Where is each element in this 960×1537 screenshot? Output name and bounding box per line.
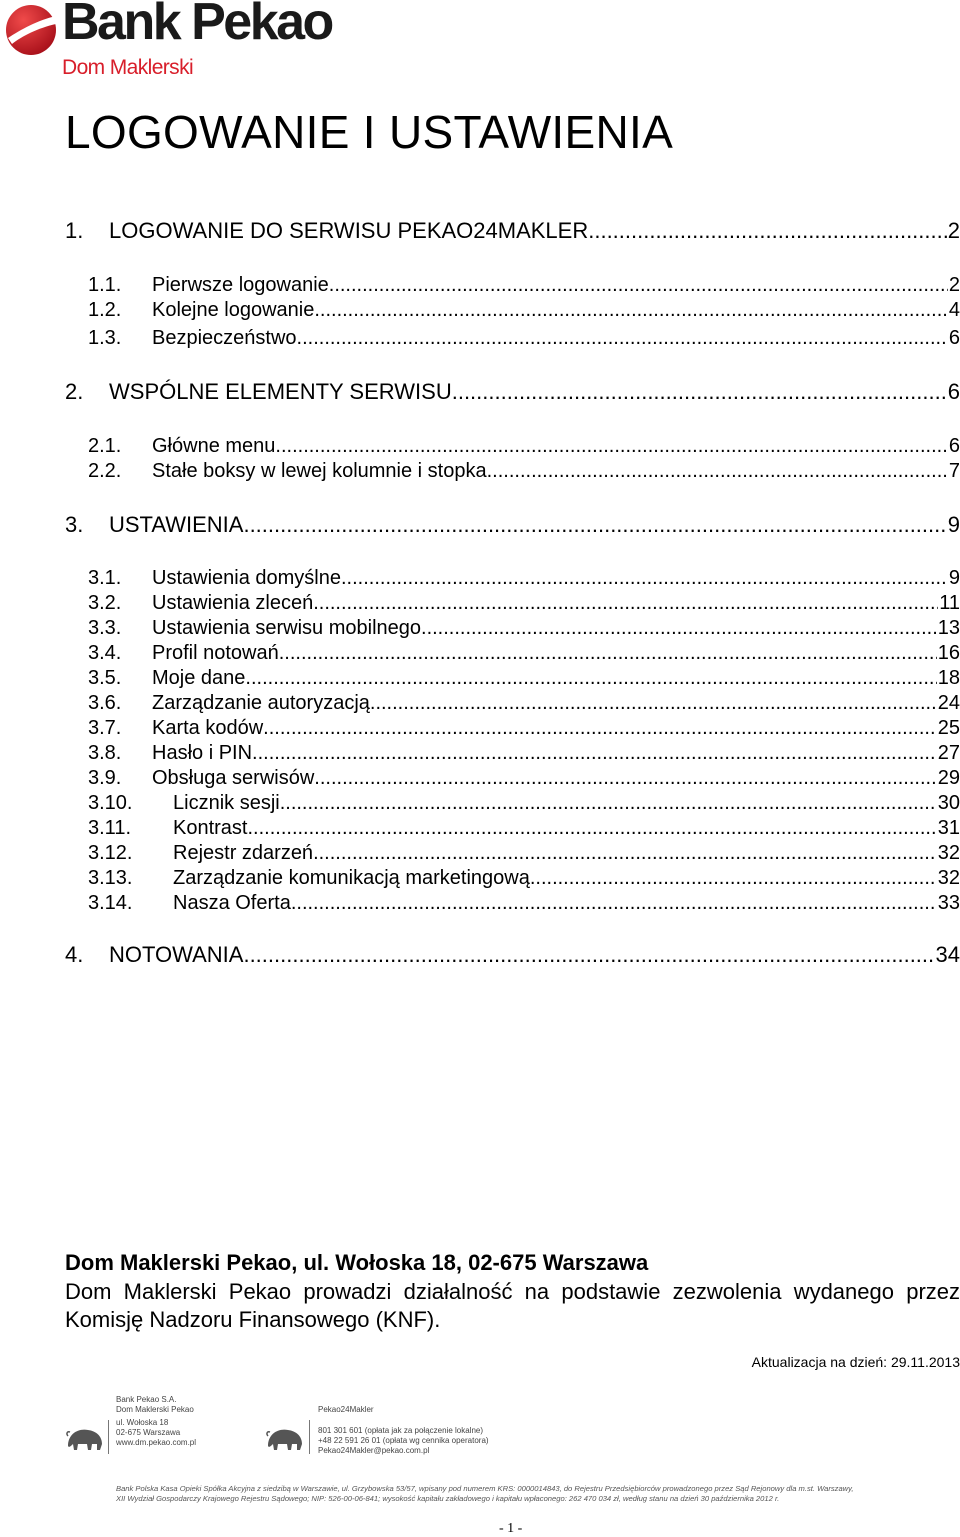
toc-entry[interactable] <box>65 220 960 242</box>
toc-entry[interactable] <box>88 843 960 863</box>
toc-number: 3.6. <box>88 692 122 714</box>
toc-leader <box>243 944 934 966</box>
toc-number: 1.3. <box>88 327 122 349</box>
toc-entry[interactable] <box>88 643 960 663</box>
toc-entry[interactable] <box>88 768 960 788</box>
toc-page: 9 <box>948 567 960 589</box>
toc-label: Bezpieczeństwo <box>152 327 297 349</box>
toc-page: 16 <box>937 642 960 664</box>
toc-page: 30 <box>937 792 960 814</box>
toc-leader <box>530 868 937 888</box>
toc-page: 33 <box>937 892 960 914</box>
contact-block-dm <box>116 1395 196 1448</box>
logo-bank-text: Bank Pekao <box>62 0 332 51</box>
toc-number: 3.13. <box>88 867 133 889</box>
toc-label: NOTOWANIA <box>109 942 244 967</box>
toc-entry[interactable] <box>88 461 960 481</box>
toc-page: 2 <box>947 218 960 243</box>
toc-page: 11 <box>939 592 960 614</box>
toc-number: 3.8. <box>88 742 122 764</box>
toc-entry[interactable] <box>88 275 960 295</box>
toc-number: 3.4. <box>88 642 122 664</box>
toc-entry[interactable] <box>88 618 960 638</box>
toc-leader <box>452 381 947 403</box>
toc-leader <box>280 793 937 813</box>
toc-page: 24 <box>937 692 960 714</box>
contact-line: +48 22 591 26 01 (opłata wg cennika operatora) <box>318 1436 489 1445</box>
toc-label: Kontrast <box>173 817 248 839</box>
toc-label: LOGOWANIE DO SERWISU PEKAO24MAKLER <box>109 218 589 243</box>
toc-leader <box>279 643 937 663</box>
toc-leader <box>314 768 936 788</box>
toc-number: 1. <box>65 218 84 243</box>
toc-number: 2.1. <box>88 435 122 457</box>
bison-logo-icon <box>66 1424 104 1452</box>
toc-label: Ustawienia serwisu mobilnego <box>152 617 422 639</box>
toc-leader <box>263 718 937 738</box>
toc-page: 2 <box>948 274 960 296</box>
footer-divider <box>108 1420 109 1454</box>
contact-line: Pekao24Makler <box>318 1405 374 1414</box>
toc-page: 25 <box>937 717 960 739</box>
toc-label: Karta kodów <box>152 717 264 739</box>
toc-leader <box>313 843 937 863</box>
toc-entry[interactable] <box>88 868 960 888</box>
toc-page: 4 <box>948 299 960 321</box>
toc-entry[interactable] <box>88 743 960 763</box>
toc-number: 3.2. <box>88 592 122 614</box>
toc-leader <box>329 275 948 295</box>
toc-entry[interactable] <box>88 300 960 320</box>
toc-leader <box>588 220 947 242</box>
toc-label: Pierwsze logowanie <box>152 274 329 296</box>
toc-number: 1.2. <box>88 299 122 321</box>
contact-line: 801 301 601 (opłata jak za połączenie lokalne) <box>318 1426 484 1435</box>
toc-leader <box>487 461 948 481</box>
toc-label: USTAWIENIA <box>109 512 244 537</box>
toc-page: 13 <box>937 617 960 639</box>
toc-number: 1.1. <box>88 274 122 296</box>
toc-label: Ustawienia zleceń <box>152 592 314 614</box>
toc-number: 3.3. <box>88 617 122 639</box>
toc-page: 7 <box>948 460 960 482</box>
toc-entry[interactable] <box>88 893 960 913</box>
toc-page: 31 <box>937 817 960 839</box>
toc-page: 6 <box>947 379 960 404</box>
toc-leader <box>247 818 936 838</box>
contact-website[interactable]: www.dm.pekao.com.pl <box>116 1438 197 1447</box>
toc-number: 3.5. <box>88 667 122 689</box>
toc-label: Zarządzanie komunikacją marketingową <box>173 867 530 889</box>
bank-pekao-emblem-icon <box>4 4 58 56</box>
page-number: - 1 - <box>499 1521 523 1536</box>
toc-page: 34 <box>935 942 960 967</box>
toc-leader <box>297 328 948 348</box>
toc-label: Nasza Oferta <box>173 892 291 914</box>
contact-email[interactable]: Pekao24Makler@pekao.com.pl <box>318 1446 430 1455</box>
toc-entry[interactable] <box>88 568 960 588</box>
toc-label: Rejestr zdarzeń <box>173 842 314 864</box>
toc-number: 3.1. <box>88 567 122 589</box>
toc-entry[interactable] <box>65 514 960 536</box>
toc-leader <box>252 743 937 763</box>
toc-entry[interactable] <box>88 693 960 713</box>
toc-entry[interactable] <box>88 328 960 348</box>
toc-label: Obsługa serwisów <box>152 767 315 789</box>
toc-label: Główne menu <box>152 435 276 457</box>
toc-leader <box>421 618 937 638</box>
toc-number: 3.9. <box>88 767 122 789</box>
toc-page: 9 <box>947 512 960 537</box>
toc-number: 3.11. <box>88 817 131 839</box>
toc-leader <box>314 300 948 320</box>
toc-label: Stałe boksy w lewej kolumnie i stopka <box>152 460 487 482</box>
logo-dom-maklerski-text: Dom Maklerski <box>62 56 194 79</box>
contact-block-pekao24makler <box>318 1405 489 1456</box>
toc-label: WSPÓLNE ELEMENTY SERWISU <box>109 379 452 404</box>
toc-label: Ustawienia domyślne <box>152 567 341 589</box>
toc-number: 3. <box>65 512 84 537</box>
toc-leader <box>245 668 936 688</box>
footer-regulatory-note: Dom Maklerski Pekao prowadzi działalność na podstawie zezwolenia wydanego przez Komisję Nadzoru Finansowego (KNF). <box>65 1279 960 1332</box>
contact-line: Bank Pekao S.A. <box>116 1395 177 1404</box>
toc-leader <box>370 693 937 713</box>
legal-line: XII Wydział Gospodarczy Krajowego Rejestru Sądowego; NIP: 526-00-06-841; wysokość kapitału zakładowego i kapitału wpłaconego: 262 470 034 zł, według stanu na dzień 30 października 2012 r. <box>116 1494 780 1503</box>
toc-number: 2.2. <box>88 460 122 482</box>
toc-entry[interactable] <box>65 381 960 403</box>
toc-entry[interactable] <box>88 436 960 456</box>
toc-page: 29 <box>937 767 960 789</box>
toc-label: Zarządzanie autoryzacją <box>152 692 370 714</box>
toc-entry[interactable] <box>88 593 960 613</box>
legal-line: Bank Polska Kasa Opieki Spółka Akcyjna z siedzibą w Warszawie, ul. Grzybowska 53/57, wpisany pod numerem KRS: 0000014843, do Rejestru Przedsiębiorców prowadzonego przez Sąd Rejonowy dla m.st. Warszawy, <box>116 1484 854 1493</box>
toc-leader <box>341 568 948 588</box>
contact-line: Dom Maklerski Pekao <box>116 1405 194 1414</box>
toc-leader <box>275 436 947 456</box>
toc-label: Licznik sesji <box>173 792 280 814</box>
toc-entry[interactable] <box>88 668 960 688</box>
update-date: Aktualizacja na dzień: 29.11.2013 <box>751 1354 960 1370</box>
toc-label: Moje dane <box>152 667 246 689</box>
toc-page: 18 <box>937 667 960 689</box>
contact-line: 02-675 Warszawa <box>116 1428 181 1437</box>
legal-notice <box>116 1484 854 1504</box>
toc-entry[interactable] <box>88 718 960 738</box>
document-title: LOGOWANIE I USTAWIENIA <box>65 106 674 158</box>
toc-page: 6 <box>948 327 960 349</box>
toc-label: Hasło i PIN <box>152 742 253 764</box>
toc-number: 3.7. <box>88 717 122 739</box>
toc-number: 2. <box>65 379 84 404</box>
toc-entry[interactable] <box>88 818 960 838</box>
bank-pekao-logo <box>4 0 332 82</box>
contact-line: ul. Wołoska 18 <box>116 1418 169 1427</box>
toc-page: 6 <box>948 435 960 457</box>
toc-page: 32 <box>937 842 960 864</box>
toc-number: 3.14. <box>88 892 133 914</box>
toc-leader <box>313 593 938 613</box>
bison-logo-icon <box>266 1424 304 1452</box>
toc-label: Profil notowań <box>152 642 279 664</box>
toc-entry[interactable] <box>65 944 960 966</box>
toc-number: 3.10. <box>88 792 133 814</box>
toc-number: 4. <box>65 942 84 967</box>
toc-page: 32 <box>937 867 960 889</box>
toc-leader <box>291 893 937 913</box>
toc-leader <box>243 514 946 536</box>
toc-label: Kolejne logowanie <box>152 299 315 321</box>
footer-divider <box>309 1420 310 1454</box>
toc-page: 27 <box>937 742 960 764</box>
footer-address: Dom Maklerski Pekao, ul. Wołoska 18, 02-675 Warszawa <box>65 1250 649 1275</box>
toc-number: 3.12. <box>88 842 133 864</box>
toc-entry[interactable] <box>88 793 960 813</box>
